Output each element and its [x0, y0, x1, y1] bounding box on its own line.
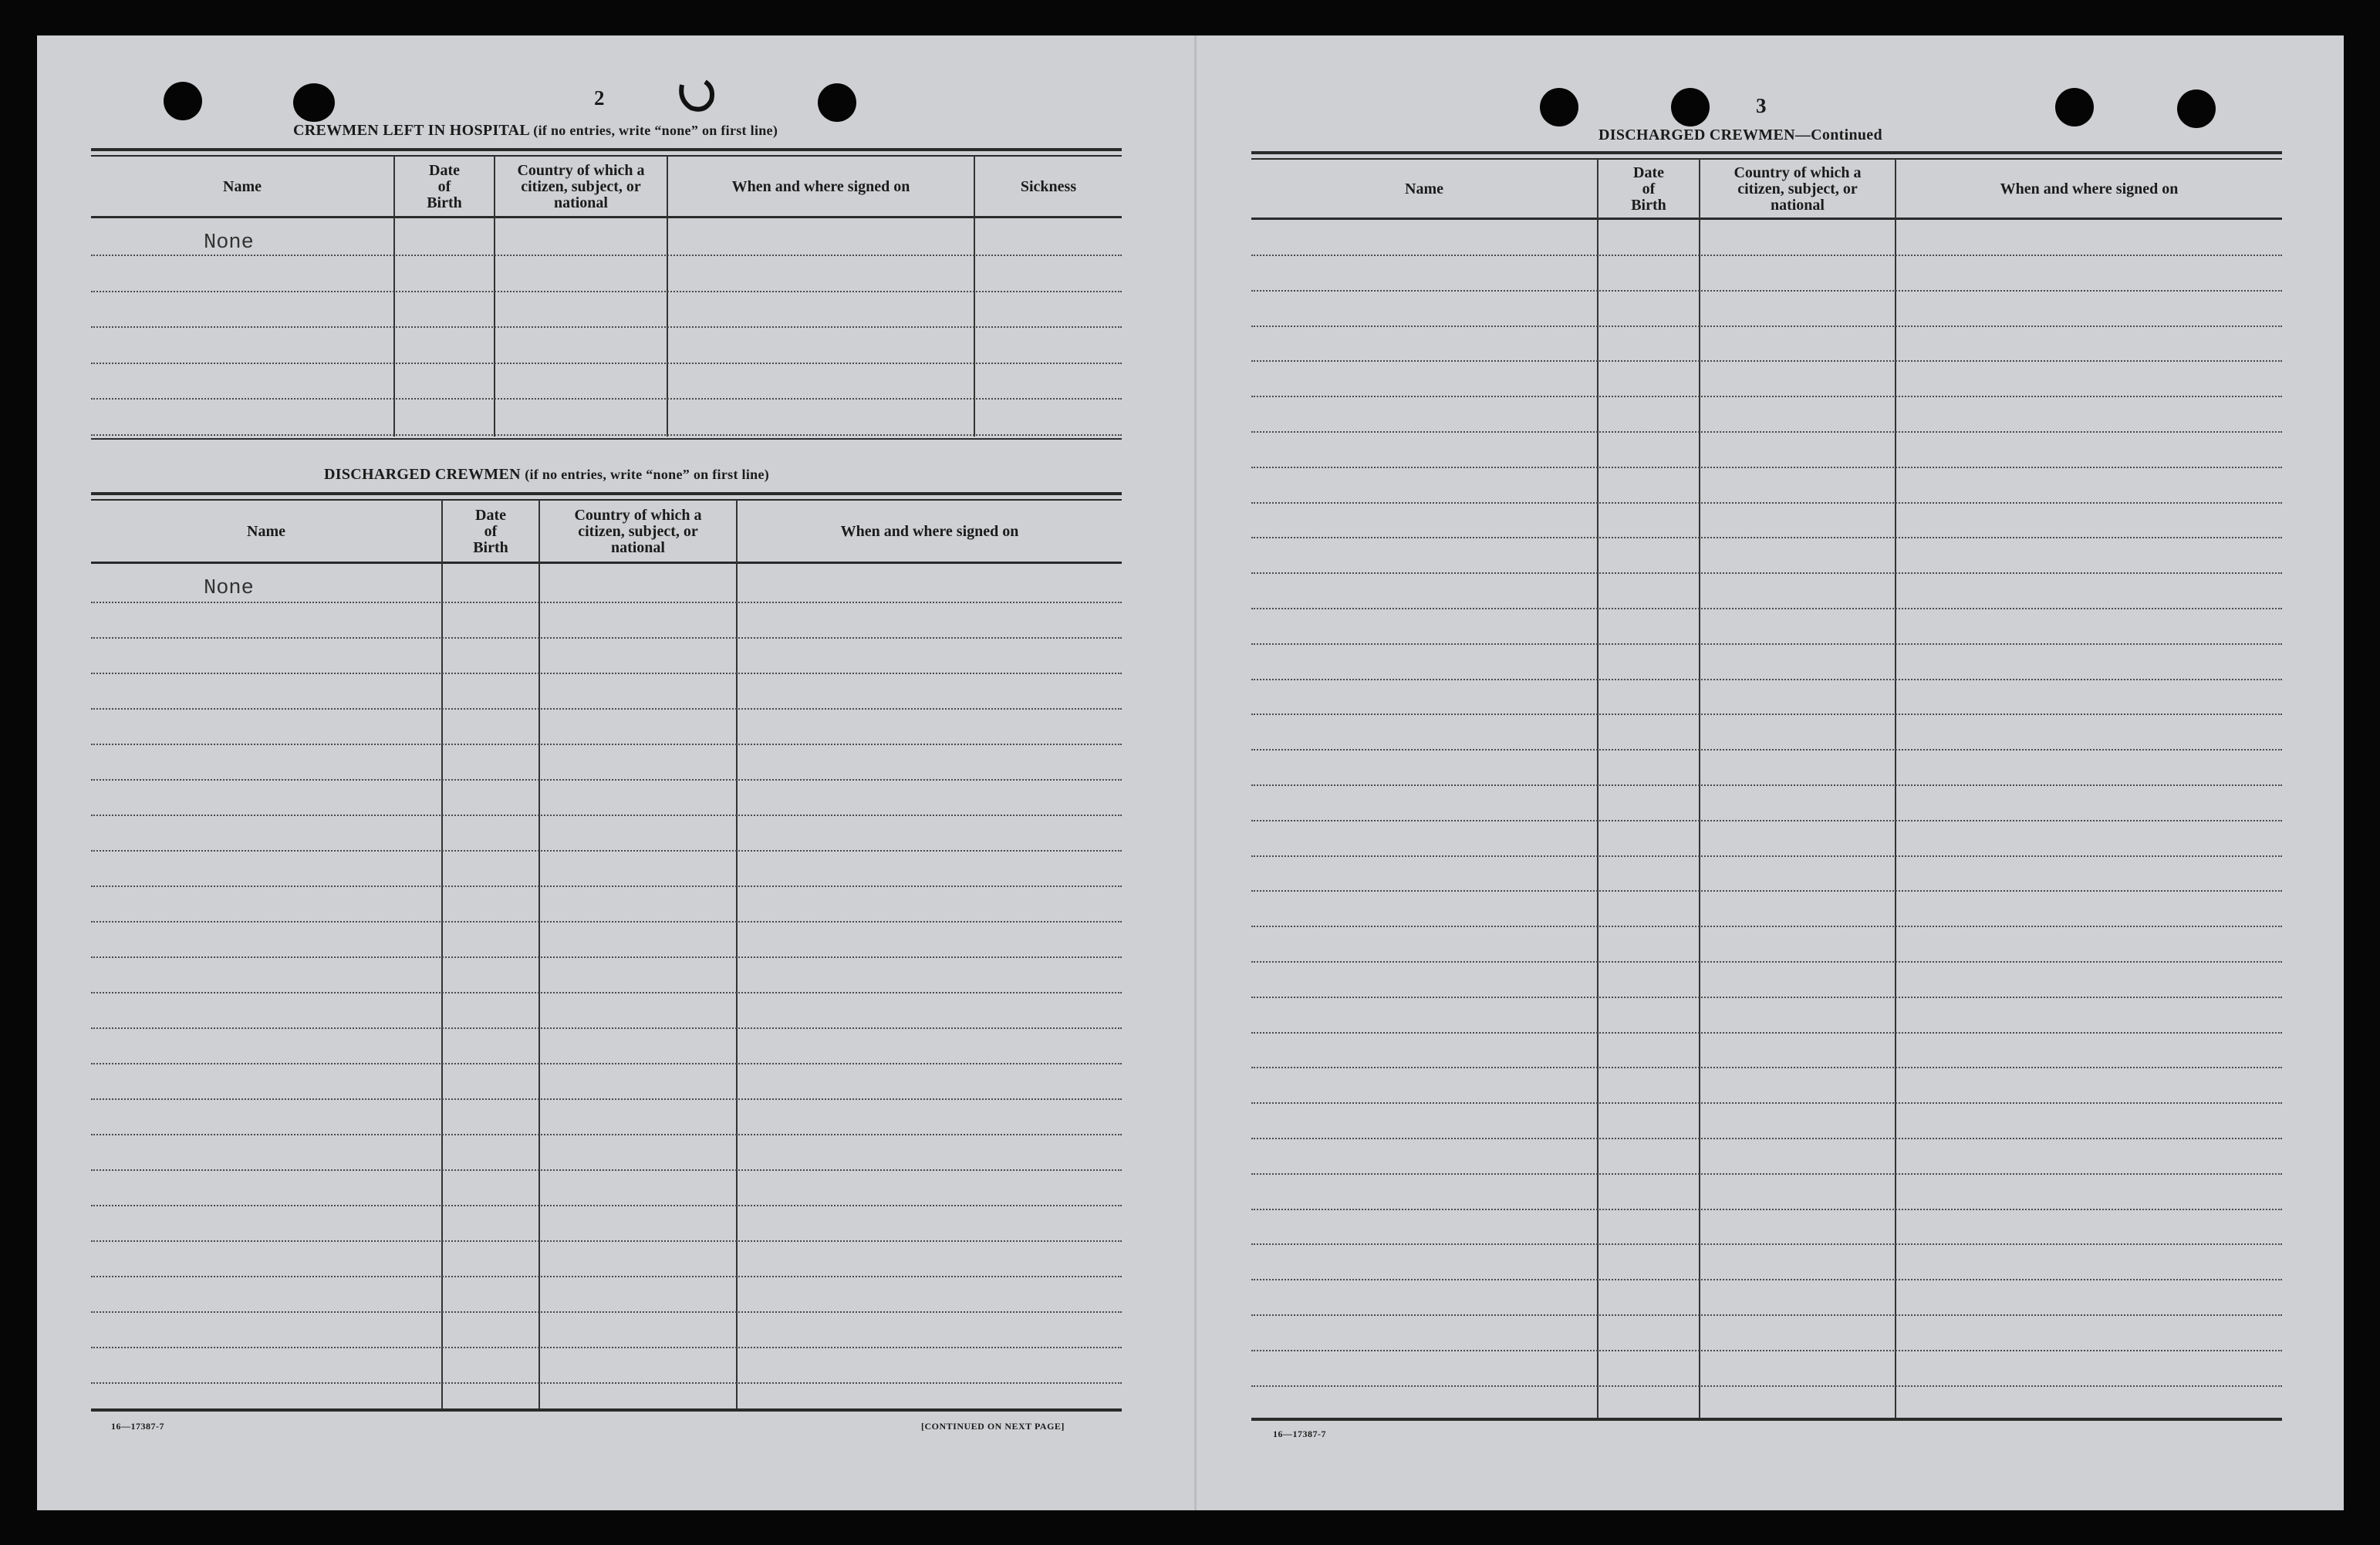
- ruled-line: [91, 291, 1122, 292]
- right-col-name: Name: [1405, 180, 1443, 197]
- ruled-line: [1251, 713, 2282, 715]
- right-table-top-rule-2: [1251, 158, 2282, 160]
- ruled-line: [91, 886, 1122, 887]
- ruled-line: [91, 992, 1122, 993]
- hospital-table-top-rule: [91, 148, 1122, 151]
- hospital-col-divider: [974, 156, 975, 437]
- ruled-line: [1251, 537, 2282, 538]
- ruled-line: [1251, 608, 2282, 609]
- discharged-col-divider: [441, 500, 443, 1408]
- right-col-divider: [1895, 159, 1896, 1418]
- discharged-title-note: (if no entries, write “none” on first line): [525, 467, 770, 482]
- ruled-line: [1251, 502, 2282, 504]
- right-table-bottom-rule: [1251, 1418, 2282, 1421]
- ruled-line: [1251, 1243, 2282, 1245]
- discharged-table-top-rule: [91, 492, 1122, 495]
- form-sheet: [37, 35, 2344, 1510]
- ruled-line: [91, 363, 1122, 364]
- right-header-bottom-rule: [1251, 218, 2282, 220]
- ruled-line: [1251, 1102, 2282, 1104]
- continued-note: [CONTINUED ON NEXT PAGE]: [921, 1421, 1065, 1432]
- ruled-line: [1251, 997, 2282, 998]
- form-code-left: 16—17387-7: [111, 1421, 164, 1432]
- ruled-line: [1251, 467, 2282, 468]
- ruled-line: [91, 398, 1122, 400]
- ruled-line: [91, 326, 1122, 328]
- punch-hole: [1671, 88, 1710, 127]
- discharged-col-date-of-birth: Date of Birth: [473, 506, 508, 556]
- discharged-entry-none: None: [204, 577, 254, 600]
- ruled-line: [1251, 855, 2282, 857]
- ruled-line: [1251, 326, 2282, 327]
- ruled-line: [1251, 1138, 2282, 1139]
- ruled-line: [91, 255, 1122, 256]
- page-number-left: 2: [594, 86, 605, 110]
- ruled-line: [1251, 431, 2282, 433]
- ruled-line: [91, 744, 1122, 745]
- ruled-line: [91, 1347, 1122, 1348]
- ruled-line: [91, 850, 1122, 852]
- ruled-line: [1251, 820, 2282, 821]
- ruled-line: [91, 921, 1122, 923]
- discharged-col-name: Name: [247, 522, 285, 540]
- right-col-country: Country of which a citizen, subject, or national: [1734, 164, 1862, 214]
- ruled-line: [1251, 1314, 2282, 1316]
- ruled-line: [1251, 255, 2282, 256]
- ruled-line: [91, 815, 1122, 816]
- ruled-line: [91, 708, 1122, 710]
- discharged-table-top-rule-2: [91, 499, 1122, 501]
- hospital-table-top-rule-2: [91, 155, 1122, 157]
- ruled-line: [91, 1134, 1122, 1135]
- discharged-continued-title-text: DISCHARGED CREWMEN: [1598, 127, 1795, 143]
- page-number-right: 3: [1756, 94, 1767, 117]
- punch-hole: [164, 82, 202, 120]
- torn-hole-mark: [677, 77, 716, 113]
- ruled-line: [1251, 890, 2282, 892]
- discharged-continued-suffix: —Continued: [1794, 127, 1882, 143]
- discharged-col-divider: [538, 500, 540, 1408]
- ruled-line: [91, 1205, 1122, 1206]
- ruled-line: [1251, 572, 2282, 574]
- ruled-line: [91, 1240, 1122, 1242]
- right-col-signed-on: When and where signed on: [2000, 180, 2179, 197]
- hospital-col-date-of-birth: Date of Birth: [427, 161, 462, 211]
- hospital-col-divider: [393, 156, 395, 437]
- ruled-line: [1251, 1032, 2282, 1034]
- ruled-line: [91, 1311, 1122, 1313]
- ruled-line: [1251, 643, 2282, 645]
- punch-hole: [2055, 88, 2094, 127]
- hospital-col-country: Country of which a citizen, subject, or national: [517, 161, 645, 211]
- hospital-table-bottom-rule: [91, 438, 1122, 440]
- hospital-title-note: (if no entries, write “none” on first line): [533, 123, 778, 138]
- ruled-line: [1251, 396, 2282, 397]
- ruled-line: [1251, 360, 2282, 362]
- ruled-line: [91, 637, 1122, 639]
- discharged-continued-title: [1598, 127, 1882, 144]
- ruled-line: [1251, 1279, 2282, 1280]
- discharged-col-signed-on: When and where signed on: [840, 522, 1019, 540]
- hospital-col-signed-on: When and where signed on: [731, 177, 910, 195]
- hospital-entry-none: None: [204, 231, 254, 255]
- ruled-line: [91, 1063, 1122, 1064]
- ruled-line: [91, 956, 1122, 958]
- hospital-header-bottom-rule: [91, 216, 1122, 218]
- ruled-line: [91, 434, 1122, 436]
- form-code-right: 16—17387-7: [1273, 1429, 1326, 1439]
- punch-hole: [1540, 88, 1578, 127]
- discharged-header-bottom-rule: [91, 562, 1122, 564]
- discharged-title-text: DISCHARGED CREWMEN: [324, 466, 521, 483]
- right-col-date-of-birth: Date of Birth: [1631, 164, 1666, 214]
- right-col-divider: [1699, 159, 1700, 1418]
- hospital-col-sickness: Sickness: [1020, 177, 1077, 195]
- ruled-line: [91, 602, 1122, 603]
- right-table-top-rule: [1251, 151, 2282, 154]
- discharged-table-bottom-rule: [91, 1408, 1122, 1412]
- ruled-line: [1251, 749, 2282, 751]
- hospital-col-divider: [667, 156, 668, 437]
- hospital-section-title: [293, 122, 778, 140]
- discharged-col-country: Country of which a citizen, subject, or national: [574, 506, 702, 556]
- ruled-line: [91, 1098, 1122, 1100]
- punch-hole: [818, 83, 856, 122]
- ruled-line: [1251, 679, 2282, 680]
- ruled-line: [1251, 926, 2282, 927]
- ruled-line: [1251, 290, 2282, 292]
- ruled-line: [1251, 1173, 2282, 1175]
- ruled-line: [91, 1382, 1122, 1384]
- punch-hole: [2177, 89, 2216, 128]
- right-col-divider: [1597, 159, 1598, 1418]
- discharged-col-divider: [736, 500, 738, 1408]
- ruled-line: [1251, 1385, 2282, 1387]
- hospital-col-name: Name: [223, 177, 262, 195]
- ruled-line: [1251, 961, 2282, 963]
- hospital-col-divider: [494, 156, 495, 437]
- ruled-line: [1251, 1350, 2282, 1351]
- ruled-line: [91, 673, 1122, 674]
- ruled-line: [1251, 784, 2282, 786]
- punch-hole: [293, 83, 335, 122]
- ruled-line: [91, 1276, 1122, 1277]
- discharged-section-title: [324, 466, 769, 484]
- hospital-title-text: CREWMEN LEFT IN HOSPITAL: [293, 122, 529, 139]
- ruled-line: [91, 1169, 1122, 1171]
- ruled-line: [91, 779, 1122, 781]
- ruled-line: [1251, 1209, 2282, 1210]
- ruled-line: [1251, 1067, 2282, 1068]
- ruled-line: [91, 1027, 1122, 1029]
- page-fold: [1194, 35, 1197, 1510]
